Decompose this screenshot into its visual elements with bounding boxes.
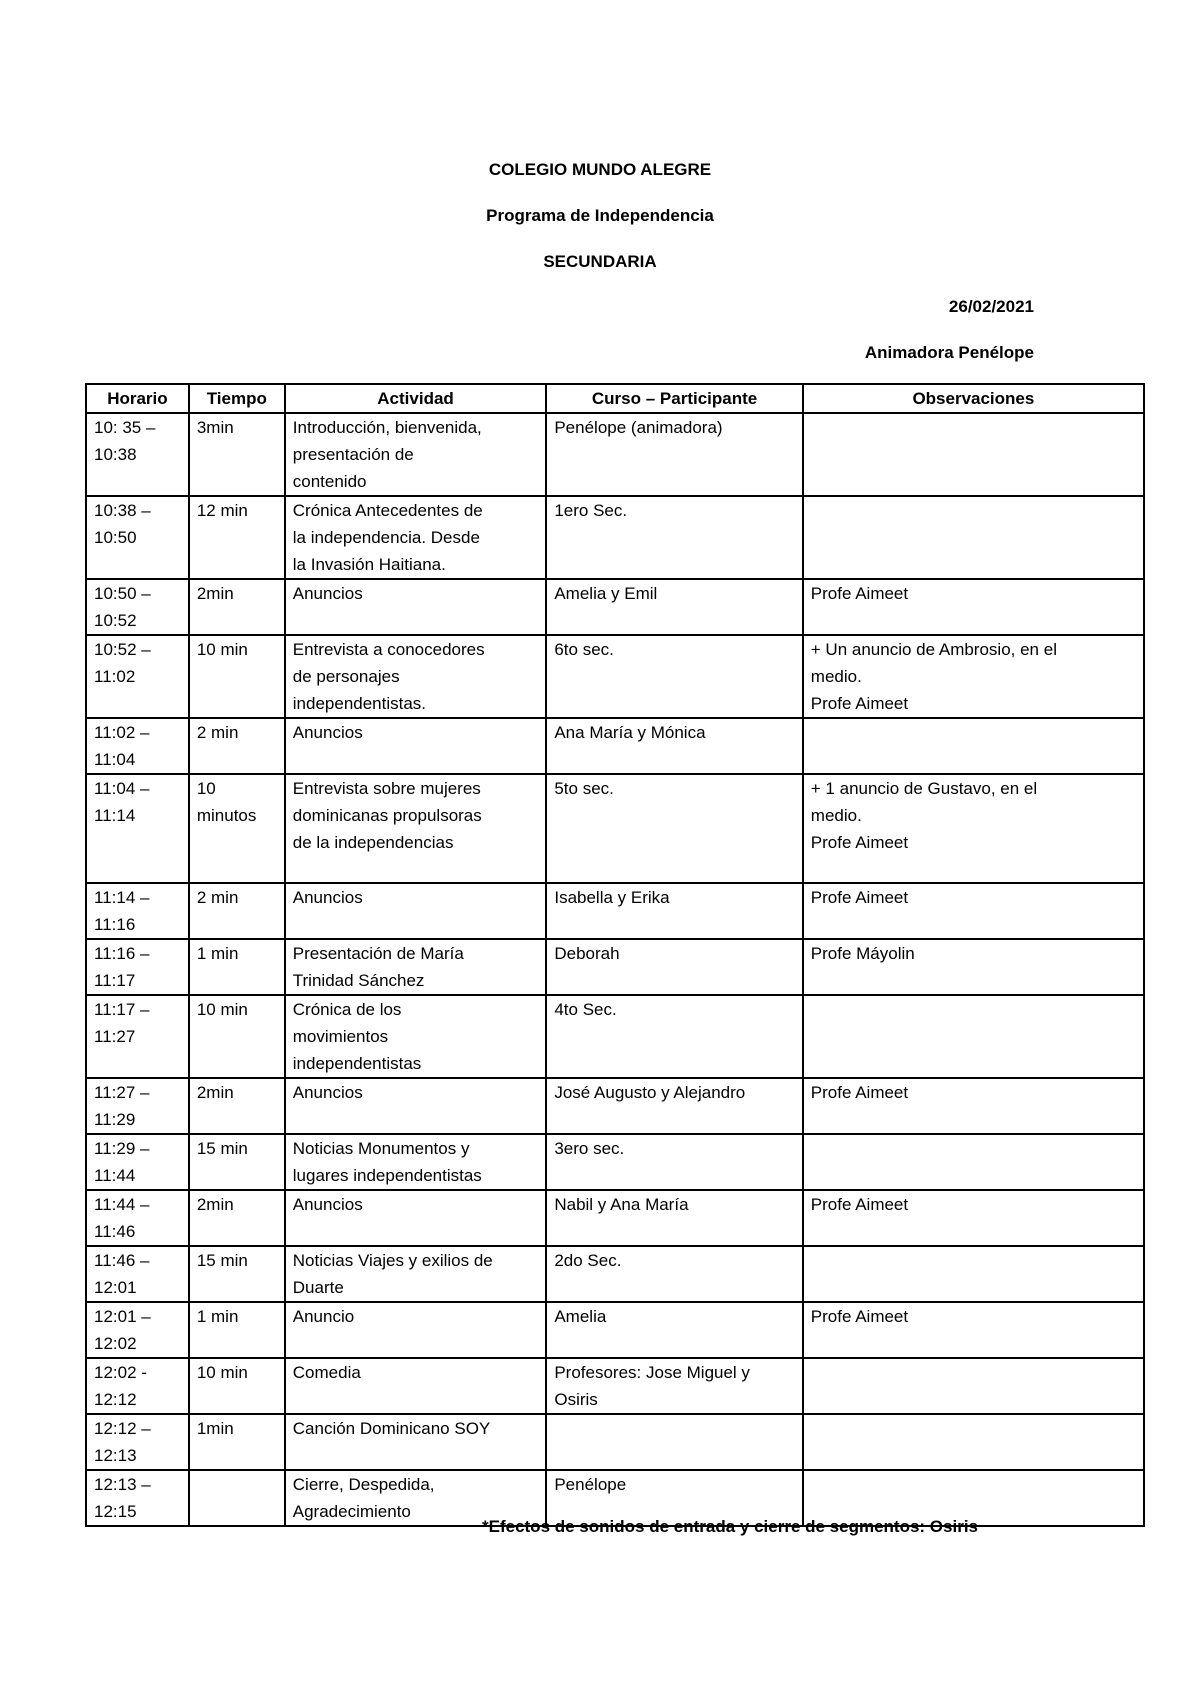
cell-observaciones: Profe Aimeet — [803, 1078, 1144, 1134]
cell-participante: Amelia y Emil — [546, 579, 802, 635]
cell-actividad: Crónica Antecedentes de la independencia. Desde la Invasión Haitiana. — [285, 496, 547, 579]
cell-observaciones — [803, 1134, 1144, 1190]
cell-tiempo: 3min — [189, 413, 285, 496]
table-row — [86, 1078, 1144, 1134]
table-row — [86, 496, 1144, 579]
cell-horario: 10:38 – 10:50 — [86, 496, 189, 579]
table-row — [86, 413, 1144, 496]
cell-participante: Penélope (animadora) — [546, 413, 802, 496]
cell-participante: 3ero sec. — [546, 1134, 802, 1190]
program-title: Programa de Independencia — [486, 206, 714, 225]
cell-actividad: Anuncios — [285, 883, 547, 939]
school-name: COLEGIO MUNDO ALEGRE — [488, 160, 712, 179]
cell-actividad: Introducción, bienvenida, presentación de contenido — [285, 413, 547, 496]
header-tiempo: Tiempo — [189, 384, 285, 413]
cell-horario: 11:27 – 11:29 — [86, 1078, 189, 1134]
host-text: Animadora Penélope — [864, 343, 1034, 362]
cell-tiempo: 1min — [189, 1414, 285, 1470]
table-row — [86, 1134, 1144, 1190]
table-row — [86, 718, 1144, 774]
cell-horario: 11:04 – 11:14 — [86, 774, 189, 883]
cell-participante: Penélope — [546, 1470, 802, 1526]
cell-participante: José Augusto y Alejandro — [546, 1078, 802, 1134]
cell-participante: 1ero Sec. — [546, 496, 802, 579]
cell-horario: 12:13 – 12:15 — [86, 1470, 189, 1526]
table-row — [86, 883, 1144, 939]
cell-participante: Amelia — [546, 1302, 802, 1358]
cell-tiempo — [189, 1470, 285, 1526]
cell-tiempo: 2 min — [189, 883, 285, 939]
cell-horario: 10:52 – 11:02 — [86, 635, 189, 718]
cell-actividad: Entrevista a conocedores de personajes independentistas. — [285, 635, 547, 718]
cell-participante — [546, 1414, 802, 1470]
cell-actividad: Anuncios — [285, 1078, 547, 1134]
cell-horario: 11:02 – 11:04 — [86, 718, 189, 774]
cell-horario: 11:29 – 11:44 — [86, 1134, 189, 1190]
header-observaciones: Observaciones — [803, 384, 1144, 413]
cell-horario: 12:01 – 12:02 — [86, 1302, 189, 1358]
cell-tiempo: 1 min — [189, 1302, 285, 1358]
table-row — [86, 1246, 1144, 1302]
table-header-row — [86, 384, 1144, 413]
cell-actividad: Crónica de los movimientos independentistas — [285, 995, 547, 1078]
cell-horario: 12:02 - 12:12 — [86, 1358, 189, 1414]
table-row — [86, 1358, 1144, 1414]
level-title: SECUNDARIA — [543, 252, 657, 271]
cell-participante: Ana María y Mónica — [546, 718, 802, 774]
cell-actividad: Comedia — [285, 1358, 547, 1414]
cell-observaciones: Profe Aimeet — [803, 883, 1144, 939]
cell-observaciones — [803, 718, 1144, 774]
cell-horario: 11:16 – 11:17 — [86, 939, 189, 995]
table-row — [86, 774, 1144, 883]
cell-participante: Isabella y Erika — [546, 883, 802, 939]
cell-horario: 11:17 – 11:27 — [86, 995, 189, 1078]
cell-horario: 11:46 – 12:01 — [86, 1246, 189, 1302]
cell-observaciones — [803, 995, 1144, 1078]
table-row — [86, 995, 1144, 1078]
header-actividad: Actividad — [285, 384, 547, 413]
cell-participante: Nabil y Ana María — [546, 1190, 802, 1246]
table-row — [86, 579, 1144, 635]
cell-observaciones — [803, 496, 1144, 579]
cell-observaciones: Profe Aimeet — [803, 579, 1144, 635]
cell-participante: Deborah — [546, 939, 802, 995]
schedule-table — [85, 383, 1145, 1527]
cell-observaciones — [803, 1246, 1144, 1302]
header-horario: Horario — [86, 384, 189, 413]
cell-participante: Profesores: Jose Miguel y Osiris — [546, 1358, 802, 1414]
cell-observaciones: + Un anuncio de Ambrosio, en el medio. Profe Aimeet — [803, 635, 1144, 718]
cell-tiempo: 15 min — [189, 1246, 285, 1302]
table-row — [86, 1190, 1144, 1246]
cell-tiempo: 10 minutos — [189, 774, 285, 883]
cell-tiempo: 10 min — [189, 635, 285, 718]
cell-participante: 5to sec. — [546, 774, 802, 883]
cell-participante: 2do Sec. — [546, 1246, 802, 1302]
cell-horario: 10: 35 – 10:38 — [86, 413, 189, 496]
table-row — [86, 939, 1144, 995]
cell-horario: 11:14 – 11:16 — [86, 883, 189, 939]
header-curso-participante: Curso – Participante — [546, 384, 802, 413]
cell-tiempo: 10 min — [189, 1358, 285, 1414]
cell-observaciones — [803, 413, 1144, 496]
cell-actividad: Anuncio — [285, 1302, 547, 1358]
table-row — [86, 635, 1144, 718]
cell-observaciones: Profe Aimeet — [803, 1190, 1144, 1246]
cell-actividad: Entrevista sobre mujeres dominicanas propulsoras de la independencias — [285, 774, 547, 883]
cell-actividad: Cierre, Despedida, Agradecimiento — [285, 1470, 547, 1526]
cell-observaciones — [803, 1414, 1144, 1470]
cell-tiempo: 1 min — [189, 939, 285, 995]
cell-observaciones: Profe Aimeet — [803, 1302, 1144, 1358]
cell-actividad: Canción Dominicano SOY — [285, 1414, 547, 1470]
cell-actividad: Noticias Viajes y exilios de Duarte — [285, 1246, 547, 1302]
cell-observaciones: Profe Máyolin — [803, 939, 1144, 995]
footnote: *Efectos de sonidos de entrada y cierre de segmentos: Osiris — [482, 1517, 979, 1536]
cell-observaciones: + 1 anuncio de Gustavo, en el medio. Profe Aimeet — [803, 774, 1144, 883]
cell-horario: 12:12 – 12:13 — [86, 1414, 189, 1470]
cell-tiempo: 2min — [189, 1190, 285, 1246]
cell-actividad: Anuncios — [285, 579, 547, 635]
cell-tiempo: 12 min — [189, 496, 285, 579]
cell-actividad: Noticias Monumentos y lugares independentistas — [285, 1134, 547, 1190]
cell-tiempo: 15 min — [189, 1134, 285, 1190]
cell-participante: 4to Sec. — [546, 995, 802, 1078]
date-text: 26/02/2021 — [948, 297, 1034, 316]
cell-actividad: Anuncios — [285, 1190, 547, 1246]
cell-horario: 11:44 – 11:46 — [86, 1190, 189, 1246]
cell-actividad: Anuncios — [285, 718, 547, 774]
cell-actividad: Presentación de María Trinidad Sánchez — [285, 939, 547, 995]
table-row — [86, 1414, 1144, 1470]
cell-tiempo: 10 min — [189, 995, 285, 1078]
cell-participante: 6to sec. — [546, 635, 802, 718]
table-row — [86, 1302, 1144, 1358]
cell-tiempo: 2 min — [189, 718, 285, 774]
cell-tiempo: 2min — [189, 1078, 285, 1134]
cell-observaciones — [803, 1358, 1144, 1414]
cell-tiempo: 2min — [189, 579, 285, 635]
cell-horario: 10:50 – 10:52 — [86, 579, 189, 635]
